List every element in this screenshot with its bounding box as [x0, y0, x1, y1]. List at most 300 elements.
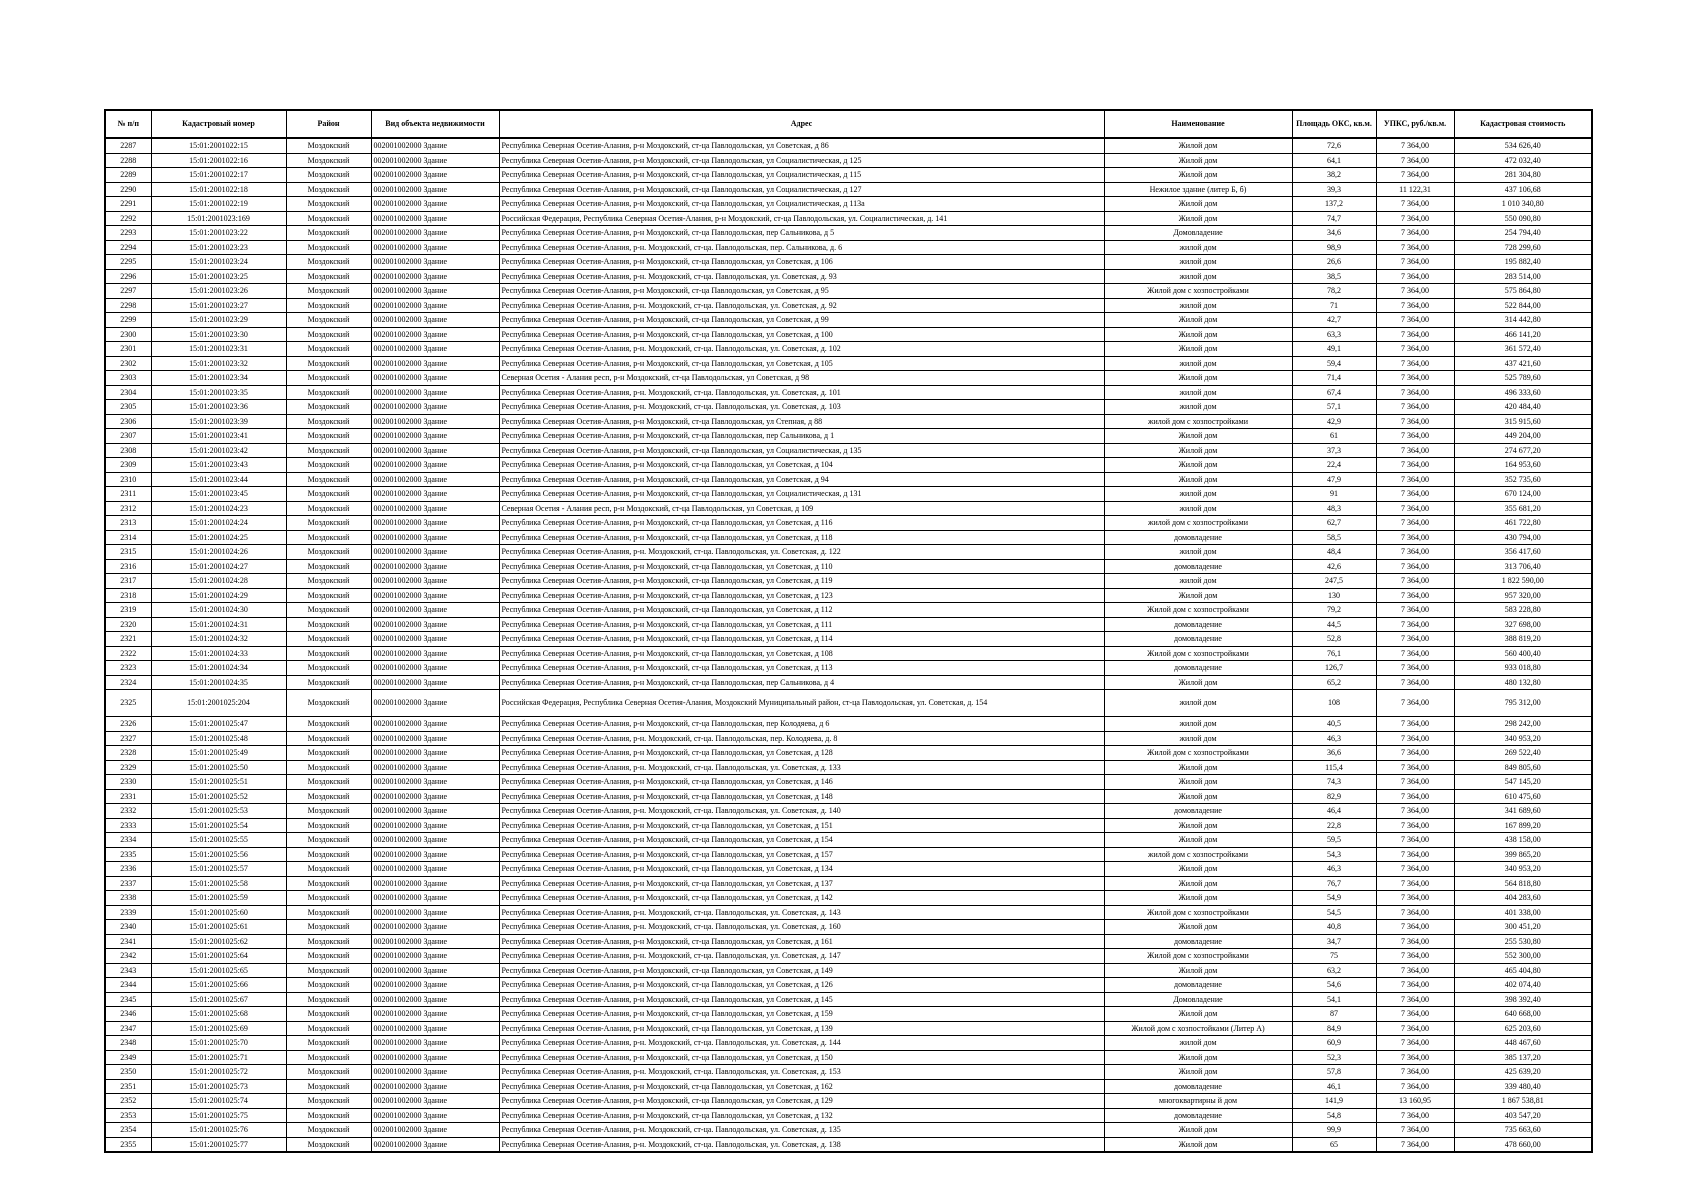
cell-object-type: 002001002000 Здание	[371, 1108, 499, 1123]
cell-name: домовладение	[1104, 559, 1292, 574]
cell-object-type: 002001002000 Здание	[371, 168, 499, 183]
table-row	[105, 1123, 1592, 1138]
cell-number: 2355	[105, 1137, 151, 1152]
cell-address: Республика Северная Осетия-Алания, р-н Моздокский, ст-ца Павлодольская, ул Советская, д 154	[499, 833, 1104, 848]
cell-object-type: 002001002000 Здание	[371, 949, 499, 964]
cell-number: 2316	[105, 559, 151, 574]
cell-cadastral-number: 15:01:2001023:27	[151, 298, 286, 313]
cell-number: 2309	[105, 458, 151, 473]
cell-number: 2337	[105, 876, 151, 891]
cell-upks: 7 364,00	[1376, 226, 1454, 241]
cell-area: 54,5	[1292, 905, 1376, 920]
cell-number: 2289	[105, 168, 151, 183]
cell-number: 2343	[105, 963, 151, 978]
cell-area: 22,4	[1292, 458, 1376, 473]
cell-address: Республика Северная Осетия-Алания, р-н. Моздокский, ст-ца. Павлодольская, ул. Советская, д. 92	[499, 298, 1104, 313]
cell-area: 115,4	[1292, 760, 1376, 775]
cell-cadastral-number: 15:01:2001025:74	[151, 1094, 286, 1109]
cell-upks: 7 364,00	[1376, 240, 1454, 255]
cell-cadastral-number: 15:01:2001023:31	[151, 342, 286, 357]
cell-cadastral-value: 465 404,80	[1454, 963, 1592, 978]
cell-object-type: 002001002000 Здание	[371, 588, 499, 603]
cell-area: 137,2	[1292, 197, 1376, 212]
cell-upks: 11 122,31	[1376, 182, 1454, 197]
cell-object-type: 002001002000 Здание	[371, 458, 499, 473]
cell-cadastral-number: 15:01:2001023:23	[151, 240, 286, 255]
cell-cadastral-number: 15:01:2001025:66	[151, 978, 286, 993]
cell-name: жилой дом	[1104, 1036, 1292, 1051]
cell-district: Моздокский	[286, 690, 371, 717]
cell-number: 2323	[105, 661, 151, 676]
cell-upks: 7 364,00	[1376, 992, 1454, 1007]
cell-object-type: 002001002000 Здание	[371, 298, 499, 313]
cell-district: Моздокский	[286, 661, 371, 676]
cell-area: 108	[1292, 690, 1376, 717]
cell-upks: 7 364,00	[1376, 443, 1454, 458]
cell-address: Республика Северная Осетия-Алания, р-н Моздокский, ст-ца Павлодольская, ул Советская, д 150	[499, 1050, 1104, 1065]
cell-object-type: 002001002000 Здание	[371, 313, 499, 328]
cell-name: Жилой дом	[1104, 818, 1292, 833]
table-row	[105, 443, 1592, 458]
cell-name: Жилой дом	[1104, 789, 1292, 804]
cell-district: Моздокский	[286, 559, 371, 574]
cell-object-type: 002001002000 Здание	[371, 414, 499, 429]
cell-cadastral-value: 849 805,60	[1454, 760, 1592, 775]
cell-cadastral-value: 167 899,20	[1454, 818, 1592, 833]
cell-district: Моздокский	[286, 934, 371, 949]
cell-address: Российская Федерация, Республика Северная Осетия-Алания, Моздокский Муниципальный район, ст-ца Павлодольская, ул. Советская, д. 154	[499, 690, 1104, 717]
cell-number: 2338	[105, 891, 151, 906]
cell-address: Республика Северная Осетия-Алания, р-н Моздокский, ст-ца Павлодольская, ул Советская, д 139	[499, 1021, 1104, 1036]
col-header-cadastral-number: Кадастровый номер	[151, 110, 286, 138]
cell-name: Жилой дом	[1104, 588, 1292, 603]
cell-name: Жилой дом	[1104, 1123, 1292, 1138]
cell-district: Моздокский	[286, 501, 371, 516]
cell-name: Жилой дом	[1104, 153, 1292, 168]
cell-upks: 7 364,00	[1376, 269, 1454, 284]
cell-cadastral-number: 15:01:2001025:75	[151, 1108, 286, 1123]
cell-area: 38,2	[1292, 168, 1376, 183]
cell-upks: 7 364,00	[1376, 746, 1454, 761]
cell-number: 2348	[105, 1036, 151, 1051]
cell-object-type: 002001002000 Здание	[371, 804, 499, 819]
cell-area: 46,1	[1292, 1079, 1376, 1094]
cell-area: 99,9	[1292, 1123, 1376, 1138]
cell-cadastral-number: 15:01:2001025:72	[151, 1065, 286, 1080]
cell-area: 64,1	[1292, 153, 1376, 168]
cell-address: Республика Северная Осетия-Алания, р-н Моздокский, ст-ца Павлодольская, ул Советская, д 116	[499, 516, 1104, 531]
cell-object-type: 002001002000 Здание	[371, 934, 499, 949]
table-row	[105, 717, 1592, 732]
cell-name: домовладение	[1104, 632, 1292, 647]
cell-number: 2339	[105, 905, 151, 920]
cell-area: 54,3	[1292, 847, 1376, 862]
cell-cadastral-value: 385 137,20	[1454, 1050, 1592, 1065]
table-row	[105, 789, 1592, 804]
cell-district: Моздокский	[286, 284, 371, 299]
cell-name: жилой дом	[1104, 717, 1292, 732]
cell-name: Жилой дом с хозпостойками (Литер А)	[1104, 1021, 1292, 1036]
cell-address: Республика Северная Осетия-Алания, р-н Моздокский, ст-ца Павлодольская, ул Советская, д 106	[499, 255, 1104, 270]
cell-cadastral-number: 15:01:2001024:35	[151, 675, 286, 690]
cell-number: 2353	[105, 1108, 151, 1123]
cell-name: Жилой дом	[1104, 963, 1292, 978]
cell-address: Республика Северная Осетия-Алания, р-н. Моздокский, ст-ца. Павлодольская, ул. Советская, д. 144	[499, 1036, 1104, 1051]
cell-number: 2329	[105, 760, 151, 775]
cell-object-type: 002001002000 Здание	[371, 284, 499, 299]
table-row	[105, 1079, 1592, 1094]
cell-cadastral-number: 15:01:2001025:49	[151, 746, 286, 761]
cell-object-type: 002001002000 Здание	[371, 153, 499, 168]
cell-address: Республика Северная Осетия-Алания, р-н Моздокский, ст-ца Павлодольская, ул Советская, д 159	[499, 1007, 1104, 1022]
table-row	[105, 847, 1592, 862]
cell-upks: 7 364,00	[1376, 1123, 1454, 1138]
cell-object-type: 002001002000 Здание	[371, 992, 499, 1007]
cell-address: Республика Северная Осетия-Алания, р-н Моздокский, ст-ца Павлодольская, ул Советская, д 149	[499, 963, 1104, 978]
col-header-cadastral-value: Кадастровая стоимость	[1454, 110, 1592, 138]
cell-cadastral-number: 15:01:2001023:41	[151, 429, 286, 444]
cell-name: Жилой дом	[1104, 313, 1292, 328]
cell-district: Моздокский	[286, 603, 371, 618]
cell-address: Республика Северная Осетия-Алания, р-н Моздокский, ст-ца Павлодольская, ул Советская, д 114	[499, 632, 1104, 647]
cell-cadastral-value: 461 722,80	[1454, 516, 1592, 531]
table-row	[105, 617, 1592, 632]
cell-address: Республика Северная Осетия-Алания, р-н Моздокский, ст-ца Павлодольская, ул Советская, д 105	[499, 356, 1104, 371]
cell-name: Жилой дом	[1104, 862, 1292, 877]
cell-cadastral-number: 15:01:2001025:47	[151, 717, 286, 732]
cell-object-type: 002001002000 Здание	[371, 182, 499, 197]
cell-district: Моздокский	[286, 429, 371, 444]
cell-number: 2295	[105, 255, 151, 270]
cell-name: жилой дом	[1104, 690, 1292, 717]
cell-cadastral-number: 15:01:2001025:56	[151, 847, 286, 862]
cell-cadastral-value: 314 442,80	[1454, 313, 1592, 328]
cell-area: 46,4	[1292, 804, 1376, 819]
cell-name: Нежилое здание (литер Б, б)	[1104, 182, 1292, 197]
cell-district: Моздокский	[286, 545, 371, 560]
cell-name: Жилой дом с хозпостройками	[1104, 949, 1292, 964]
cell-district: Моздокский	[286, 269, 371, 284]
cell-object-type: 002001002000 Здание	[371, 833, 499, 848]
cell-name: жилой дом	[1104, 298, 1292, 313]
cell-address: Республика Северная Осетия-Алания, р-н. Моздокский, ст-ца. Павлодольская, ул. Советская, д. 135	[499, 1123, 1104, 1138]
cell-area: 46,3	[1292, 862, 1376, 877]
cell-address: Республика Северная Осетия-Алания, р-н. Моздокский, ст-ца. Павлодольская, пер. Сальникова, д. 6	[499, 240, 1104, 255]
cell-name: Жилой дом	[1104, 138, 1292, 153]
cell-upks: 7 364,00	[1376, 197, 1454, 212]
table-row	[105, 516, 1592, 531]
cell-area: 63,2	[1292, 963, 1376, 978]
cell-area: 82,9	[1292, 789, 1376, 804]
cell-number: 2300	[105, 327, 151, 342]
cell-cadastral-number: 15:01:2001024:31	[151, 617, 286, 632]
table-row	[105, 862, 1592, 877]
cell-upks: 7 364,00	[1376, 891, 1454, 906]
cell-number: 2331	[105, 789, 151, 804]
cell-cadastral-value: 625 203,60	[1454, 1021, 1592, 1036]
cell-area: 39,3	[1292, 182, 1376, 197]
cell-cadastral-value: 437 421,60	[1454, 356, 1592, 371]
table-row	[105, 559, 1592, 574]
table-row	[105, 934, 1592, 949]
cell-area: 84,9	[1292, 1021, 1376, 1036]
cell-district: Моздокский	[286, 760, 371, 775]
cell-number: 2313	[105, 516, 151, 531]
cell-address: Республика Северная Осетия-Алания, р-н. Моздокский, ст-ца. Павлодольская, ул. Советская, д. 93	[499, 269, 1104, 284]
cell-district: Моздокский	[286, 746, 371, 761]
register-sheet	[104, 109, 1591, 1153]
table-row	[105, 920, 1592, 935]
table-row	[105, 646, 1592, 661]
cell-name: домовладение	[1104, 1108, 1292, 1123]
cell-object-type: 002001002000 Здание	[371, 138, 499, 153]
cell-cadastral-number: 15:01:2001022:16	[151, 153, 286, 168]
cell-address: Республика Северная Осетия-Алания, р-н Моздокский, ст-ца Павлодольская, ул Советская, д 132	[499, 1108, 1104, 1123]
cell-address: Республика Северная Осетия-Алания, р-н Моздокский, ст-ца Павлодольская, ул Советская, д 142	[499, 891, 1104, 906]
cell-upks: 7 364,00	[1376, 138, 1454, 153]
table-row	[105, 138, 1592, 153]
cell-area: 130	[1292, 588, 1376, 603]
cell-area: 57,8	[1292, 1065, 1376, 1080]
cell-cadastral-value: 327 698,00	[1454, 617, 1592, 632]
cell-number: 2354	[105, 1123, 151, 1138]
cell-number: 2341	[105, 934, 151, 949]
cell-cadastral-value: 283 514,00	[1454, 269, 1592, 284]
cell-cadastral-value: 1 822 590,00	[1454, 574, 1592, 589]
cell-upks: 7 364,00	[1376, 731, 1454, 746]
cell-object-type: 002001002000 Здание	[371, 400, 499, 415]
cell-cadastral-value: 404 283,60	[1454, 891, 1592, 906]
cell-cadastral-value: 399 865,20	[1454, 847, 1592, 862]
cell-number: 2345	[105, 992, 151, 1007]
cell-district: Моздокский	[286, 487, 371, 502]
cell-district: Моздокский	[286, 731, 371, 746]
cell-area: 91	[1292, 487, 1376, 502]
cell-address: Республика Северная Осетия-Алания, р-н Моздокский, ст-ца Павлодольская, ул Советская, д 148	[499, 789, 1104, 804]
cell-district: Моздокский	[286, 588, 371, 603]
cell-cadastral-value: 352 735,60	[1454, 472, 1592, 487]
cell-object-type: 002001002000 Здание	[371, 356, 499, 371]
cell-upks: 7 364,00	[1376, 949, 1454, 964]
cell-object-type: 002001002000 Здание	[371, 342, 499, 357]
col-header-object-type: Вид объекта недвижимости	[371, 110, 499, 138]
cell-area: 79,2	[1292, 603, 1376, 618]
cell-upks: 7 364,00	[1376, 862, 1454, 877]
cell-name: жилой дом	[1104, 487, 1292, 502]
cell-district: Моздокский	[286, 775, 371, 790]
cell-number: 2335	[105, 847, 151, 862]
table-row	[105, 588, 1592, 603]
cell-cadastral-number: 15:01:2001025:71	[151, 1050, 286, 1065]
cell-district: Моздокский	[286, 789, 371, 804]
cell-name: жилой дом	[1104, 385, 1292, 400]
cell-number: 2287	[105, 138, 151, 153]
cell-address: Республика Северная Осетия-Алания, р-н. Моздокский, ст-ца. Павлодольская, ул. Советская, д. 138	[499, 1137, 1104, 1152]
cell-upks: 7 364,00	[1376, 371, 1454, 386]
cell-number: 2315	[105, 545, 151, 560]
cell-upks: 7 364,00	[1376, 1079, 1454, 1094]
cell-upks: 7 364,00	[1376, 472, 1454, 487]
table-body	[105, 138, 1592, 1152]
cell-upks: 7 364,00	[1376, 429, 1454, 444]
cell-cadastral-value: 449 204,00	[1454, 429, 1592, 444]
cell-name: Жилой дом	[1104, 675, 1292, 690]
cell-district: Моздокский	[286, 443, 371, 458]
cell-name: Жилой дом	[1104, 342, 1292, 357]
cell-cadastral-value: 525 789,60	[1454, 371, 1592, 386]
cell-cadastral-number: 15:01:2001024:24	[151, 516, 286, 531]
cell-object-type: 002001002000 Здание	[371, 1021, 499, 1036]
cell-name: Жилой дом с хозпостройками	[1104, 746, 1292, 761]
cell-address: Республика Северная Осетия-Алания, р-н Моздокский, ст-ца Павлодольская, ул Советская, д 161	[499, 934, 1104, 949]
cell-upks: 7 364,00	[1376, 675, 1454, 690]
cell-cadastral-number: 15:01:2001025:64	[151, 949, 286, 964]
cell-cadastral-value: 356 417,60	[1454, 545, 1592, 560]
cell-upks: 7 364,00	[1376, 920, 1454, 935]
cell-district: Моздокский	[286, 138, 371, 153]
col-header-number: № п/п	[105, 110, 151, 138]
cell-object-type: 002001002000 Здание	[371, 472, 499, 487]
cell-upks: 7 364,00	[1376, 789, 1454, 804]
cell-cadastral-number: 15:01:2001024:32	[151, 632, 286, 647]
cell-name: многоквартирны й дом	[1104, 1094, 1292, 1109]
cell-object-type: 002001002000 Здание	[371, 327, 499, 342]
cell-cadastral-number: 15:01:2001023:169	[151, 211, 286, 226]
cell-upks: 7 364,00	[1376, 1137, 1454, 1152]
cell-cadastral-value: 522 844,00	[1454, 298, 1592, 313]
cell-district: Моздокский	[286, 1079, 371, 1094]
cell-upks: 7 364,00	[1376, 574, 1454, 589]
cell-upks: 7 364,00	[1376, 1021, 1454, 1036]
cadastral-register-table	[104, 109, 1593, 1153]
cell-upks: 7 364,00	[1376, 963, 1454, 978]
cell-address: Республика Северная Осетия-Алания, р-н Моздокский, ст-ца Павлодольская, ул Советская, д 112	[499, 603, 1104, 618]
cell-cadastral-number: 15:01:2001023:34	[151, 371, 286, 386]
table-row	[105, 876, 1592, 891]
cell-address: Республика Северная Осетия-Алания, р-н Моздокский, ст-ца Павлодольская, ул Советская, д 126	[499, 978, 1104, 993]
cell-address: Республика Северная Осетия-Алания, р-н. Моздокский, ст-ца. Павлодольская, ул. Советская, д. 133	[499, 760, 1104, 775]
table-row	[105, 530, 1592, 545]
table-row	[105, 1065, 1592, 1080]
cell-area: 71,4	[1292, 371, 1376, 386]
cell-name: жилой дом	[1104, 240, 1292, 255]
cell-district: Моздокский	[286, 342, 371, 357]
col-header-address: Адрес	[499, 110, 1104, 138]
cell-number: 2290	[105, 182, 151, 197]
cell-object-type: 002001002000 Здание	[371, 545, 499, 560]
cell-object-type: 002001002000 Здание	[371, 574, 499, 589]
cell-number: 2317	[105, 574, 151, 589]
cell-address: Республика Северная Осетия-Алания, р-н Моздокский, ст-ца Павлодольская, ул Советская, д 95	[499, 284, 1104, 299]
table-row	[105, 1036, 1592, 1051]
cell-name: жилой дом	[1104, 545, 1292, 560]
cell-upks: 7 364,00	[1376, 847, 1454, 862]
cell-area: 58,5	[1292, 530, 1376, 545]
cell-district: Моздокский	[286, 920, 371, 935]
cell-area: 44,5	[1292, 617, 1376, 632]
cell-area: 62,7	[1292, 516, 1376, 531]
cell-name: Жилой дом	[1104, 891, 1292, 906]
col-header-district: Район	[286, 110, 371, 138]
cell-cadastral-number: 15:01:2001025:58	[151, 876, 286, 891]
cell-number: 2311	[105, 487, 151, 502]
cell-address: Российская Федерация, Республика Северная Осетия-Алания, р-н Моздокский, ст-ца Павлодольская, ул. Социалистическая, д. 141	[499, 211, 1104, 226]
table-header-row	[105, 110, 1592, 138]
cell-cadastral-number: 15:01:2001023:25	[151, 269, 286, 284]
cell-name: Жилой дом	[1104, 1137, 1292, 1152]
cell-address: Республика Северная Осетия-Алания, р-н Моздокский, ст-ца Павлодольская, ул Советская, д 99	[499, 313, 1104, 328]
cell-address: Республика Северная Осетия-Алания, р-н Моздокский, ст-ца Павлодольская, пер Сальникова, д 1	[499, 429, 1104, 444]
cell-district: Моздокский	[286, 226, 371, 241]
cell-area: 42,6	[1292, 559, 1376, 574]
table-row	[105, 168, 1592, 183]
cell-number: 2307	[105, 429, 151, 444]
cell-object-type: 002001002000 Здание	[371, 1079, 499, 1094]
cell-name: жилой дом с хозпостройками	[1104, 516, 1292, 531]
cell-name: жилой дом с хозпостройками	[1104, 414, 1292, 429]
cell-upks: 7 364,00	[1376, 646, 1454, 661]
cell-district: Моздокский	[286, 818, 371, 833]
cell-cadastral-value: 313 706,40	[1454, 559, 1592, 574]
cell-cadastral-number: 15:01:2001024:23	[151, 501, 286, 516]
cell-district: Моздокский	[286, 1021, 371, 1036]
cell-upks: 7 364,00	[1376, 632, 1454, 647]
cell-cadastral-value: 164 953,60	[1454, 458, 1592, 473]
cell-area: 59,4	[1292, 356, 1376, 371]
table-row	[105, 1007, 1592, 1022]
cell-object-type: 002001002000 Здание	[371, 269, 499, 284]
cell-cadastral-number: 15:01:2001025:76	[151, 1123, 286, 1138]
cell-area: 37,3	[1292, 443, 1376, 458]
cell-name: Жилой дом	[1104, 920, 1292, 935]
cell-address: Республика Северная Осетия-Алания, р-н Моздокский, ст-ца Павлодольская, ул Социалистическая, д 115	[499, 168, 1104, 183]
cell-number: 2346	[105, 1007, 151, 1022]
cell-cadastral-value: 340 953,20	[1454, 731, 1592, 746]
cell-area: 34,7	[1292, 934, 1376, 949]
table-row	[105, 690, 1592, 717]
table-row	[105, 731, 1592, 746]
cell-number: 2330	[105, 775, 151, 790]
cell-cadastral-value: 420 484,40	[1454, 400, 1592, 415]
cell-object-type: 002001002000 Здание	[371, 963, 499, 978]
cell-address: Республика Северная Осетия-Алания, р-н Моздокский, ст-ца Павлодольская, ул Советская, д 134	[499, 862, 1104, 877]
cell-cadastral-number: 15:01:2001023:39	[151, 414, 286, 429]
cell-district: Моздокский	[286, 168, 371, 183]
cell-upks: 7 364,00	[1376, 153, 1454, 168]
cell-name: жилой дом	[1104, 400, 1292, 415]
table-row	[105, 1094, 1592, 1109]
cell-address: Северная Осетия - Алания респ, р-н Моздокский, ст-ца Павлодольская, ул Советская, д 98	[499, 371, 1104, 386]
cell-number: 2349	[105, 1050, 151, 1065]
cell-object-type: 002001002000 Здание	[371, 1007, 499, 1022]
cell-cadastral-value: 430 794,00	[1454, 530, 1592, 545]
cell-area: 65,2	[1292, 675, 1376, 690]
table-row	[105, 429, 1592, 444]
cell-address: Республика Северная Осетия-Алания, р-н. Моздокский, ст-ца. Павлодольская, ул. Советская, д. 140	[499, 804, 1104, 819]
cell-object-type: 002001002000 Здание	[371, 197, 499, 212]
cell-cadastral-value: 437 106,68	[1454, 182, 1592, 197]
table-row	[105, 371, 1592, 386]
table-row	[105, 226, 1592, 241]
cell-number: 2292	[105, 211, 151, 226]
cell-upks: 7 364,00	[1376, 617, 1454, 632]
cell-upks: 7 364,00	[1376, 1065, 1454, 1080]
table-row	[105, 675, 1592, 690]
cell-number: 2310	[105, 472, 151, 487]
table-row	[105, 487, 1592, 502]
cell-cadastral-number: 15:01:2001023:45	[151, 487, 286, 502]
cell-district: Моздокский	[286, 1050, 371, 1065]
